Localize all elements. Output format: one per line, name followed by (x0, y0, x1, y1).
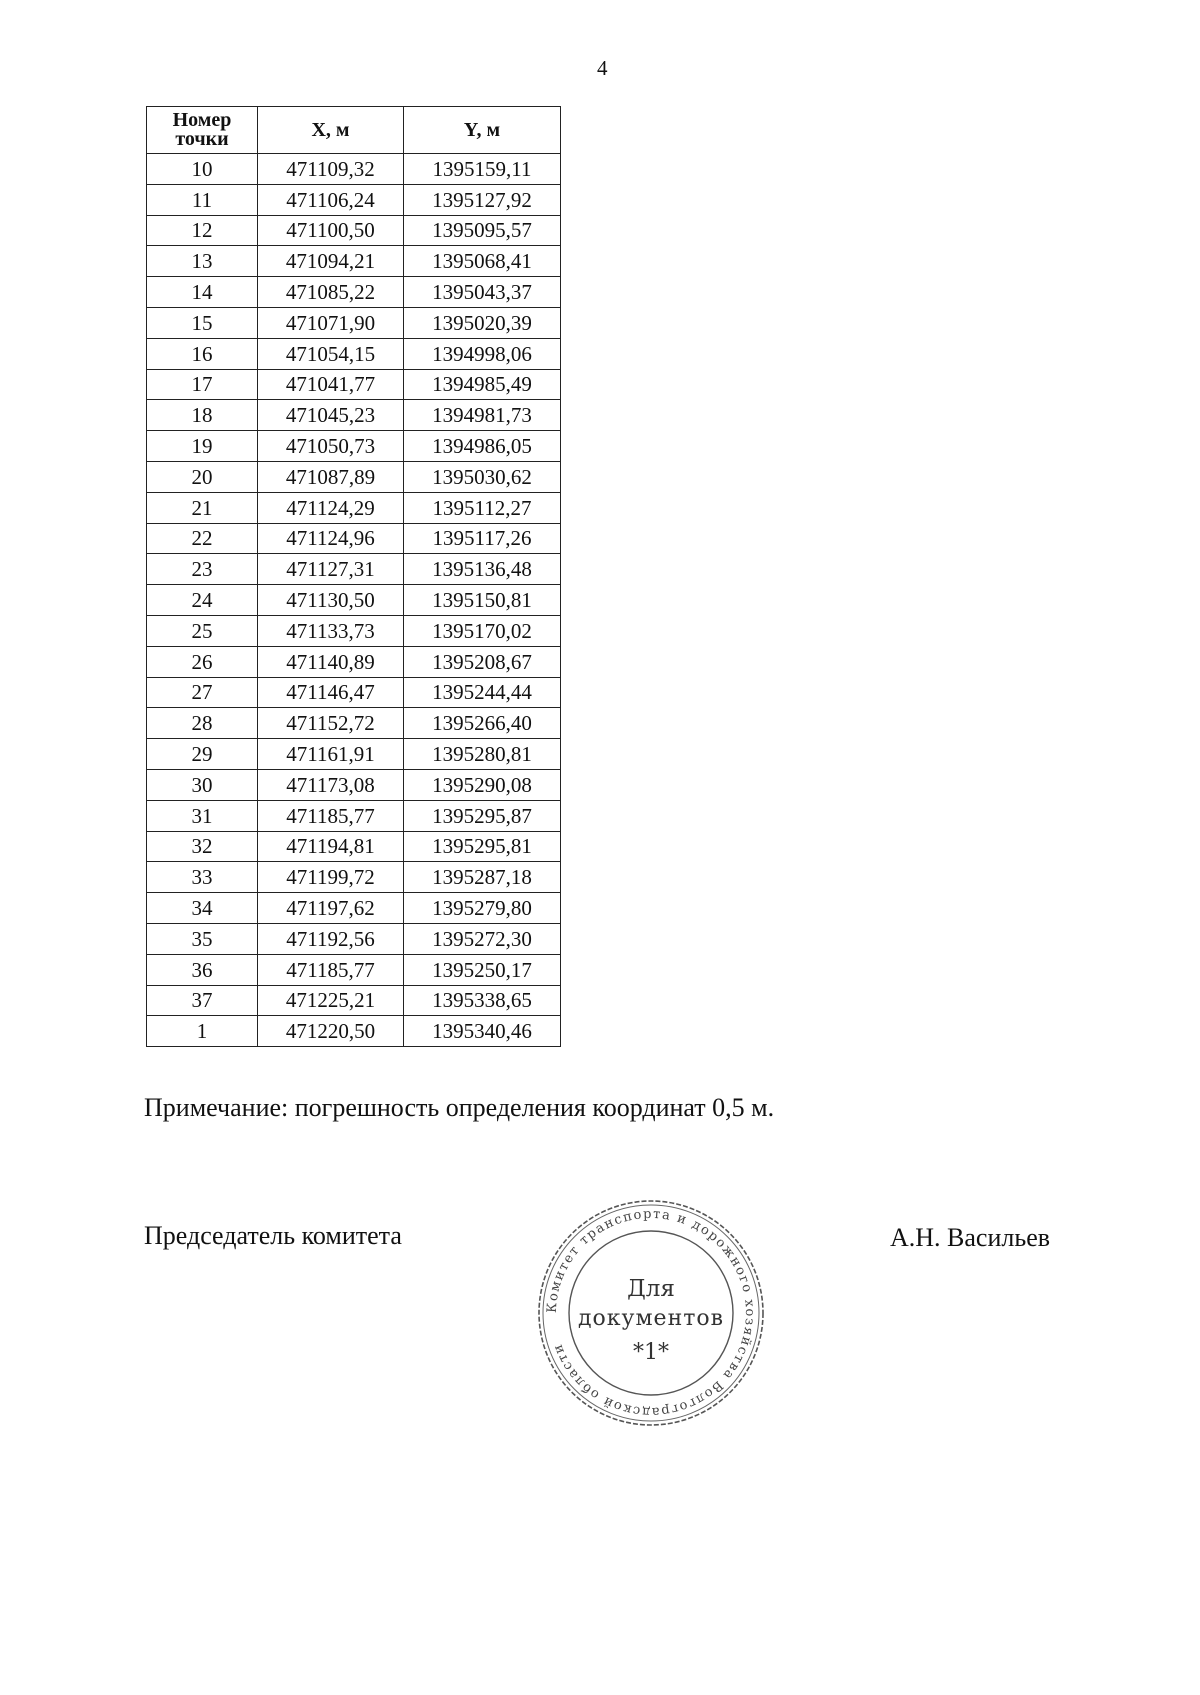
cell-point-number: 22 (147, 523, 258, 554)
note-text: Примечание: погрешность определения координат 0,5 м. (144, 1093, 775, 1122)
cell-y: 1394986,05 (404, 431, 561, 462)
cell-point-number: 25 (147, 615, 258, 646)
cell-point-number: 34 (147, 893, 258, 924)
cell-point-number: 31 (147, 800, 258, 831)
cell-point-number: 18 (147, 400, 258, 431)
cell-y: 1395112,27 (404, 492, 561, 523)
cell-y: 1395295,87 (404, 800, 561, 831)
cell-y: 1395043,37 (404, 277, 561, 308)
cell-x: 471106,24 (258, 184, 404, 215)
cell-x: 471133,73 (258, 615, 404, 646)
cell-x: 471152,72 (258, 708, 404, 739)
cell-point-number: 28 (147, 708, 258, 739)
cell-y: 1395117,26 (404, 523, 561, 554)
stamp-ring-text: Комитет транспорта и дорожного хозяйства Волгоградской области (544, 1206, 758, 1420)
cell-x: 471185,77 (258, 954, 404, 985)
table-body (147, 154, 561, 1047)
cell-y: 1395279,80 (404, 893, 561, 924)
table-row (147, 923, 561, 954)
cell-y: 1394998,06 (404, 338, 561, 369)
cell-x: 471087,89 (258, 461, 404, 492)
stamp-line-1: Для (627, 1276, 675, 1302)
cell-x: 471140,89 (258, 646, 404, 677)
table-row (147, 615, 561, 646)
cell-x: 471194,81 (258, 831, 404, 862)
cell-point-number: 29 (147, 739, 258, 770)
header-x: X, м (258, 107, 404, 154)
header-y: Y, м (404, 107, 561, 154)
cell-y: 1394985,49 (404, 369, 561, 400)
cell-x: 471197,62 (258, 893, 404, 924)
table-row (147, 554, 561, 585)
table-row (147, 677, 561, 708)
table-row (147, 862, 561, 893)
cell-y: 1395338,65 (404, 985, 561, 1016)
cell-x: 471173,08 (258, 769, 404, 800)
cell-x: 471192,56 (258, 923, 404, 954)
cell-point-number: 21 (147, 492, 258, 523)
cell-y: 1395250,17 (404, 954, 561, 985)
table-row (147, 184, 561, 215)
table-row (147, 985, 561, 1016)
cell-point-number: 24 (147, 585, 258, 616)
cell-point-number: 30 (147, 769, 258, 800)
cell-point-number: 23 (147, 554, 258, 585)
cell-x: 471085,22 (258, 277, 404, 308)
cell-point-number: 33 (147, 862, 258, 893)
table-row (147, 154, 561, 185)
cell-x: 471045,23 (258, 400, 404, 431)
stamp-line-2: документов (577, 1306, 725, 1331)
cell-point-number: 1 (147, 1016, 258, 1047)
cell-x: 471109,32 (258, 154, 404, 185)
cell-point-number: 13 (147, 246, 258, 277)
cell-point-number: 27 (147, 677, 258, 708)
cell-point-number: 10 (147, 154, 258, 185)
cell-point-number: 37 (147, 985, 258, 1016)
coordinates-table (146, 106, 561, 1047)
header-point-number-text: Номер точки (172, 109, 232, 150)
table-row (147, 400, 561, 431)
table-row (147, 338, 561, 369)
table-row (147, 492, 561, 523)
table-header-row (147, 107, 561, 154)
table-row (147, 431, 561, 462)
cell-x: 471124,29 (258, 492, 404, 523)
cell-y: 1395287,18 (404, 862, 561, 893)
cell-x: 471041,77 (258, 369, 404, 400)
cell-point-number: 12 (147, 215, 258, 246)
table-row (147, 461, 561, 492)
table-row (147, 246, 561, 277)
cell-x: 471124,96 (258, 523, 404, 554)
table-row (147, 523, 561, 554)
table-row (147, 708, 561, 739)
cell-y: 1395068,41 (404, 246, 561, 277)
cell-point-number: 11 (147, 184, 258, 215)
cell-point-number: 17 (147, 369, 258, 400)
official-stamp (536, 1198, 766, 1428)
cell-y: 1395295,81 (404, 831, 561, 862)
cell-x: 471146,47 (258, 677, 404, 708)
cell-x: 471130,50 (258, 585, 404, 616)
cell-x: 471071,90 (258, 307, 404, 338)
cell-y: 1395340,46 (404, 1016, 561, 1047)
stamp-line-3: *1* (633, 1340, 669, 1365)
cell-x: 471100,50 (258, 215, 404, 246)
cell-x: 471094,21 (258, 246, 404, 277)
cell-y: 1395272,30 (404, 923, 561, 954)
table-row (147, 307, 561, 338)
cell-x: 471199,72 (258, 862, 404, 893)
cell-point-number: 35 (147, 923, 258, 954)
cell-y: 1395208,67 (404, 646, 561, 677)
cell-y: 1395170,02 (404, 615, 561, 646)
table-row (147, 769, 561, 800)
table-row (147, 893, 561, 924)
cell-x: 471161,91 (258, 739, 404, 770)
table-row (147, 215, 561, 246)
cell-y: 1395244,44 (404, 677, 561, 708)
cell-y: 1395159,11 (404, 154, 561, 185)
cell-y: 1395280,81 (404, 739, 561, 770)
cell-x: 471127,31 (258, 554, 404, 585)
table-row (147, 646, 561, 677)
table-row (147, 954, 561, 985)
header-point-number (147, 107, 258, 154)
table-row (147, 369, 561, 400)
page-number: 4 (597, 56, 608, 80)
cell-y: 1395020,39 (404, 307, 561, 338)
cell-point-number: 14 (147, 277, 258, 308)
cell-point-number: 16 (147, 338, 258, 369)
cell-x: 471054,15 (258, 338, 404, 369)
table-row (147, 277, 561, 308)
cell-y: 1395095,57 (404, 215, 561, 246)
cell-point-number: 15 (147, 307, 258, 338)
signatory-title: Председатель комитета (144, 1221, 402, 1250)
cell-x: 471050,73 (258, 431, 404, 462)
table-row (147, 800, 561, 831)
table-row (147, 585, 561, 616)
cell-point-number: 36 (147, 954, 258, 985)
cell-x: 471220,50 (258, 1016, 404, 1047)
table-row (147, 739, 561, 770)
cell-y: 1395266,40 (404, 708, 561, 739)
cell-x: 471225,21 (258, 985, 404, 1016)
cell-point-number: 32 (147, 831, 258, 862)
cell-point-number: 19 (147, 431, 258, 462)
cell-y: 1395290,08 (404, 769, 561, 800)
cell-point-number: 26 (147, 646, 258, 677)
cell-point-number: 20 (147, 461, 258, 492)
cell-y: 1394981,73 (404, 400, 561, 431)
table-row (147, 831, 561, 862)
cell-y: 1395136,48 (404, 554, 561, 585)
cell-y: 1395127,92 (404, 184, 561, 215)
cell-x: 471185,77 (258, 800, 404, 831)
signatory-name: А.Н. Васильев (890, 1223, 1051, 1252)
table-row (147, 1016, 561, 1047)
cell-y: 1395150,81 (404, 585, 561, 616)
cell-y: 1395030,62 (404, 461, 561, 492)
